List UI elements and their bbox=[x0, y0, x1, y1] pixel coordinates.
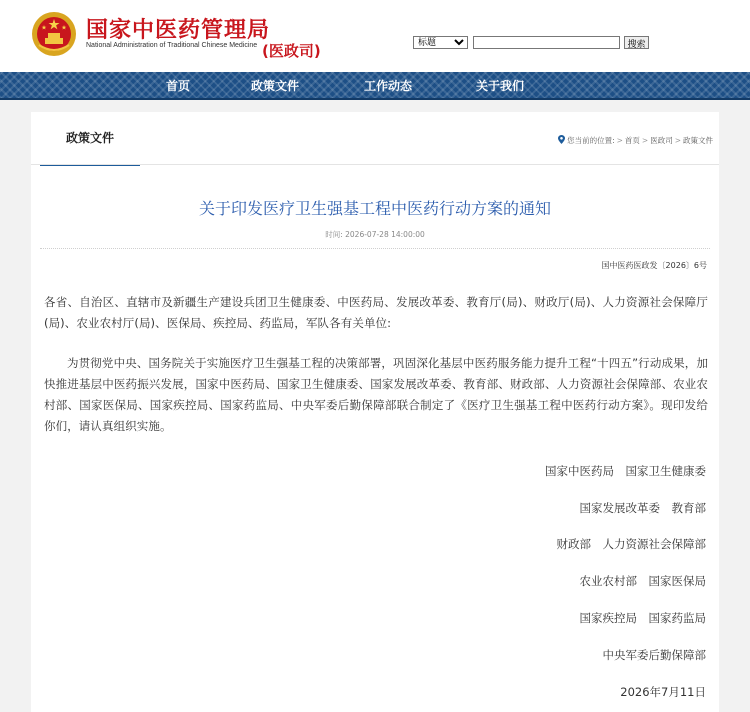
breadcrumb-separator: > bbox=[641, 136, 649, 145]
signature-line: 中央军委后勤保障部 bbox=[602, 648, 706, 662]
nav-item-about[interactable]: 关于我们 bbox=[476, 79, 525, 93]
nav-item-home[interactable]: 首页 bbox=[166, 79, 191, 93]
search-input[interactable] bbox=[473, 36, 620, 49]
breadcrumb-link-policy[interactable]: 政策文件 bbox=[683, 136, 713, 145]
signature-line: 国家中医药局 国家卫生健康委 bbox=[545, 464, 706, 478]
section-divider bbox=[31, 164, 719, 165]
signature-line: 农业农村部 国家医保局 bbox=[579, 574, 706, 588]
search-field-select[interactable] bbox=[413, 36, 468, 49]
main-nav bbox=[0, 72, 750, 100]
content-panel bbox=[31, 112, 719, 712]
site-header bbox=[0, 0, 750, 72]
article-salutation: 各省、自治区、直辖市及新疆生产建设兵团卫生健康委、中医药局、发展改革委、教育厅(局)、财政厅(局)、人力资源社会保障厅(局)、农业农村厅(局)、医保局、疾控局、药监局，军队各有关单位: bbox=[44, 295, 708, 330]
breadcrumb-separator: > bbox=[616, 136, 623, 145]
signature-line: 国家发展改革委 教育部 bbox=[579, 501, 706, 515]
article-title: 关于印发医疗卫生强基工程中医药行动方案的通知 bbox=[198, 199, 551, 218]
breadcrumb bbox=[558, 135, 713, 146]
signature-line: 国家疾控局 国家药监局 bbox=[579, 611, 706, 625]
breadcrumb-link-home[interactable]: 首页 bbox=[624, 136, 640, 145]
national-emblem-icon[interactable] bbox=[31, 11, 77, 57]
signature-date: 2026年7月11日 bbox=[620, 685, 706, 699]
nav-item-policy[interactable]: 政策文件 bbox=[251, 79, 300, 93]
site-title[interactable]: 国家中医药管理局 bbox=[86, 18, 271, 43]
department-name: (医政司) bbox=[262, 42, 321, 60]
search-button[interactable]: 搜索 bbox=[624, 36, 649, 49]
breadcrumb-separator: > bbox=[674, 136, 681, 145]
breadcrumb-prefix: 您当前的位置: bbox=[567, 136, 615, 145]
location-pin-icon bbox=[558, 135, 565, 144]
article-body: 为贯彻党中央、国务院关于实施医疗卫生强基工程的决策部署，巩固深化基层中医药服务能力提升工程“十四五”行动成果，加快推进基层中医药振兴发展，国家中医药局、国家卫生健康委、国家发展改革委、教育部、财政部、人力资源社会保障部、农业农村部、国家医保局、国家疾控局、国家药监局、中央军委后勤保障部联合制定了《医疗卫生强基工程中医药行动方案》。现印发给你们，请认真组织实施。 bbox=[44, 356, 708, 433]
breadcrumb-link-department[interactable]: 医政司 bbox=[650, 136, 673, 145]
nav-item-news[interactable]: 工作动态 bbox=[364, 79, 413, 93]
article-divider bbox=[40, 248, 710, 249]
site-title-en: National Administration of Traditional Chinese Medicine bbox=[86, 42, 258, 49]
document-number: 国中医药医政发〔2026〕6号 bbox=[601, 261, 707, 270]
section-tab-title[interactable]: 政策文件 bbox=[40, 112, 140, 166]
signature-line: 财政部 人力资源社会保障部 bbox=[556, 537, 706, 551]
article-time-value: 2026-07-28 14:00:00 bbox=[345, 230, 425, 239]
article-time bbox=[31, 229, 719, 240]
article-time-label: 时间: bbox=[325, 230, 343, 239]
